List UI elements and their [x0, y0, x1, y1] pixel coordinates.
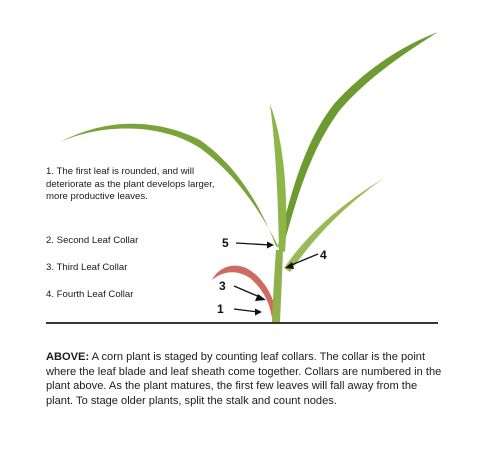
caption-lead: ABOVE:: [46, 351, 90, 363]
leaf-upper-right: [278, 32, 438, 248]
callout-1: 1: [217, 302, 224, 316]
legend-item-second-collar: 2. Second Leaf Collar: [46, 235, 139, 246]
caption-text: A corn plant is staged by counting leaf collars. The collar is the point where the leaf blade and leaf sheath come together. Collars are numbered in the plant above. As the plant matures, the first few leaves will fall away from the plant. To stage older plants, split the stalk and count nodes.: [46, 351, 442, 407]
callout-4: 4: [320, 248, 327, 262]
callout-5: 5: [222, 236, 229, 250]
legend-item-first-leaf: 1. The first leaf is rounded, and will deteriorate as the plant develops larger, more productive leaves.: [46, 166, 215, 203]
legend-item-fourth-collar: 4. Fourth Leaf Collar: [46, 289, 134, 300]
figure-caption: [46, 350, 446, 408]
callout-3: 3: [219, 279, 226, 293]
stalk: [272, 250, 283, 322]
legend-item-third-collar: 3. Third Leaf Collar: [46, 262, 128, 273]
leaf-center-upright: [270, 104, 286, 252]
